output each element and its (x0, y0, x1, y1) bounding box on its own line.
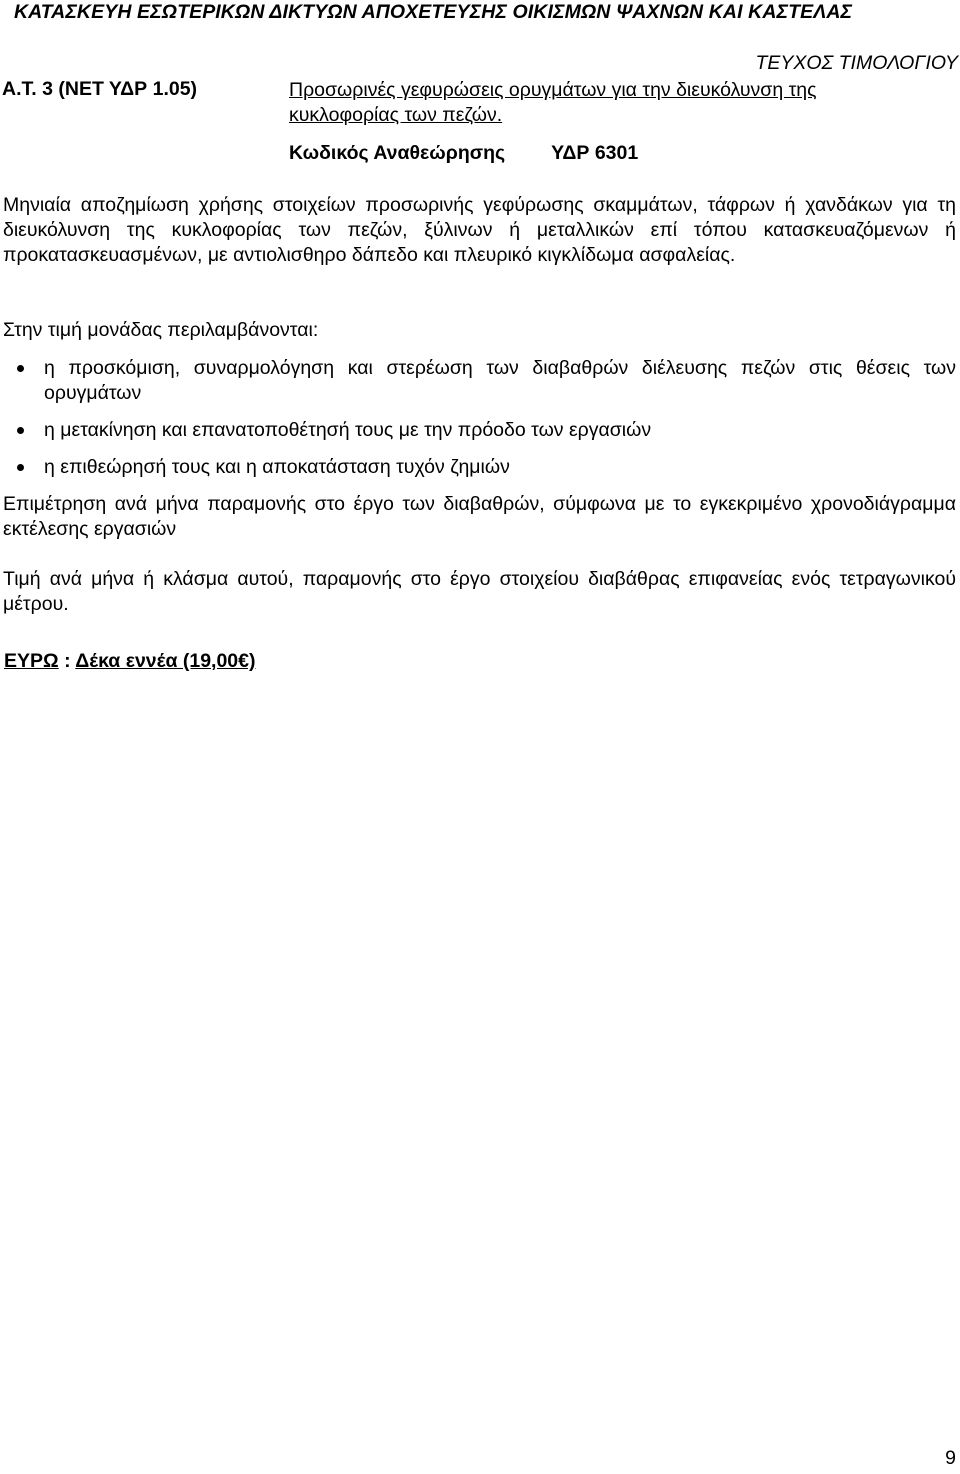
revision-code-line (289, 142, 638, 165)
price-amount: Δέκα εννέα (19,00€) (75, 650, 256, 672)
list-item-text: η επιθεώρησή τους και η αποκατάσταση τυχόν ζημιών (44, 456, 510, 478)
revision-code: ΥΔΡ 6301 (551, 142, 639, 164)
measurement-paragraph: Επιμέτρηση ανά μήνα παραμονής στο έργο των διαβαθρών, σύμφωνα με το εγκεκριμένο χρονοδιάγραμμα εκτέλεσης εργασιών (3, 493, 956, 540)
list-item (0, 356, 956, 406)
article-title: Προσωρινές γεφυρώσεις ορυγμάτων για την διευκόλυνση της κυκλοφορίας των πεζών. (289, 79, 817, 126)
price-separator: : (58, 650, 76, 672)
bullet-icon (17, 365, 24, 372)
includes-intro: Στην τιμή μονάδας περιλαμβάνονται: (3, 319, 319, 341)
price-line (4, 650, 256, 673)
description-paragraph: Μηνιαία αποζημίωση χρήσης στοιχείων προσωρινής γεφύρωσης σκαμμάτων, τάφρων ή χανδάκων για τη διευκόλυνση της κυκλοφορίας των πεζών, ξύλινων ή μεταλλικών επί τόπου κατασκευαζόμενων ή προκατασκευασμένων, με αντιολισθηρο δάπεδο και πλευρικό κιγκλίδωμα ασφαλείας. (3, 194, 956, 266)
article-code: Α.Τ. 3 (ΝΕΤ ΥΔΡ 1.05) (2, 78, 198, 100)
bullet-icon (17, 427, 24, 434)
list-item (0, 455, 956, 480)
issue-label: ΤΕΥΧΟΣ ΤΙΜΟΛΟΓΙΟΥ (755, 52, 958, 74)
list-item (0, 418, 956, 443)
bullet-icon (17, 464, 24, 471)
page-number: 9 (945, 1447, 956, 1469)
document-header-title: ΚΑΤΑΣΚΕΥΗ ΕΣΩΤΕΡΙΚΩΝ ΔΙΚΤΥΩΝ ΑΠΟΧΕΤΕΥΣΗΣ ΟΙΚΙΣΜΩΝ ΨΑΧΝΩΝ ΚΑΙ ΚΑΣΤΕΛΑΣ (14, 1, 853, 23)
included-items-list (0, 356, 956, 492)
list-item-text: η προσκόμιση, συναρμολόγηση και στερέωση των διαβαθρών διέλευσης πεζών στις θέσεις των ορυγμάτων (44, 357, 956, 404)
list-item-text: η μετακίνηση και επανατοποθέτησή τους με την πρόοδο των εργασιών (44, 419, 652, 441)
unit-price-paragraph: Τιμή ανά μήνα ή κλάσμα αυτού, παραμονής στο έργο στοιχείου διαβάθρας επιφανείας ενός τετραγωνικού μέτρου. (3, 568, 956, 615)
price-currency: ΕΥΡΩ (4, 650, 59, 672)
revision-label: Κωδικός Αναθεώρησης (289, 142, 506, 164)
